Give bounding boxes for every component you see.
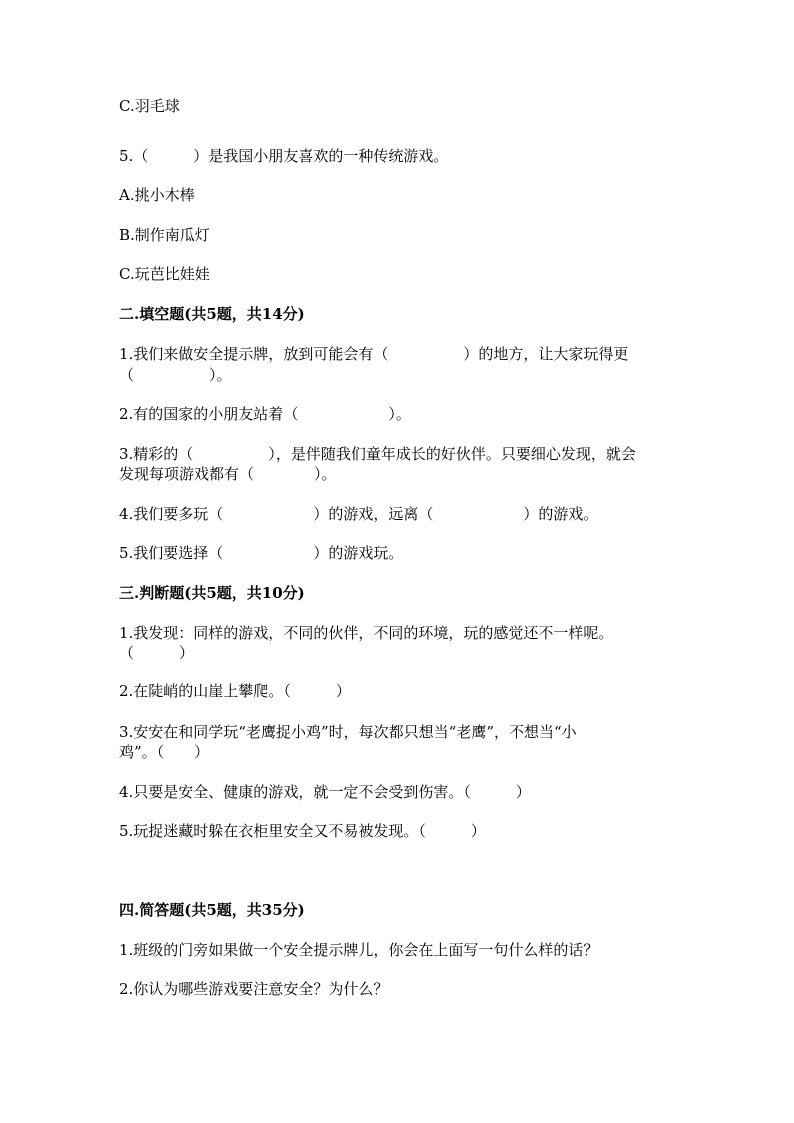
tf-question-4: 4.只要是安全、健康的游戏，就一定不会受到伤害。（ ） [119, 783, 531, 801]
fill-question-4: 4.我们要多玩（ ）的游戏，远离（ ）的游戏。 [119, 505, 599, 523]
question-5-choice: 5.（ ）是我国小朋友喜欢的一种传统游戏。 [119, 147, 449, 165]
section-heading-short-answer: 四.简答题(共5题，共35分) [119, 901, 305, 919]
tf-question-3-line-2: 鸡”。（ ） [119, 743, 210, 761]
option-c: C.玩芭比娃娃 [119, 265, 210, 283]
tf-question-3-line-1: 3.安安在和同学玩“老鹰捉小鸡”时，每次都只想当“老鹰”，不想当“小 [119, 723, 577, 741]
fill-question-1-line-1: 1.我们来做安全提示牌，放到可能会有（ ）的地方，让大家玩得更 [119, 345, 629, 363]
tf-question-1-line-1: 1.我发现：同样的游戏，不同的伙伴，不同的环境，玩的感觉还不一样呢。 [119, 624, 614, 642]
option-a: A.挑小木棒 [119, 186, 195, 204]
tf-question-5: 5.玩捉迷藏时躲在衣柜里安全又不易被发现。（ ） [119, 822, 486, 840]
fill-question-3-line-2: 发现每项游戏都有（ ）。 [119, 465, 337, 483]
section-heading-fill-in: 二.填空题(共5题，共14分) [119, 305, 305, 323]
fill-question-2: 2.有的国家的小朋友站着（ ）。 [119, 405, 411, 423]
short-answer-question-1: 1.班级的门旁如果做一个安全提示牌儿，你会在上面写一句什么样的话？ [119, 941, 599, 959]
fill-question-5: 5.我们要选择（ ）的游戏玩。 [119, 544, 404, 562]
fill-question-3-line-1: 3.精彩的（ ），是伴随我们童年成长的好伙伴。只要细心发现，就会 [119, 445, 636, 463]
section-heading-true-false: 三.判断题(共5题，共10分) [119, 584, 305, 602]
short-answer-question-2: 2.你认为哪些游戏要注意安全？为什么？ [119, 980, 389, 998]
option-c-badminton: C.羽毛球 [119, 97, 180, 115]
fill-question-1-line-2: （ ）。 [119, 366, 232, 384]
tf-question-2: 2.在陡峭的山崖上攀爬。（ ） [119, 682, 351, 700]
tf-question-1-line-2: （ ） [119, 644, 195, 662]
option-b: B.制作南瓜灯 [119, 226, 210, 244]
